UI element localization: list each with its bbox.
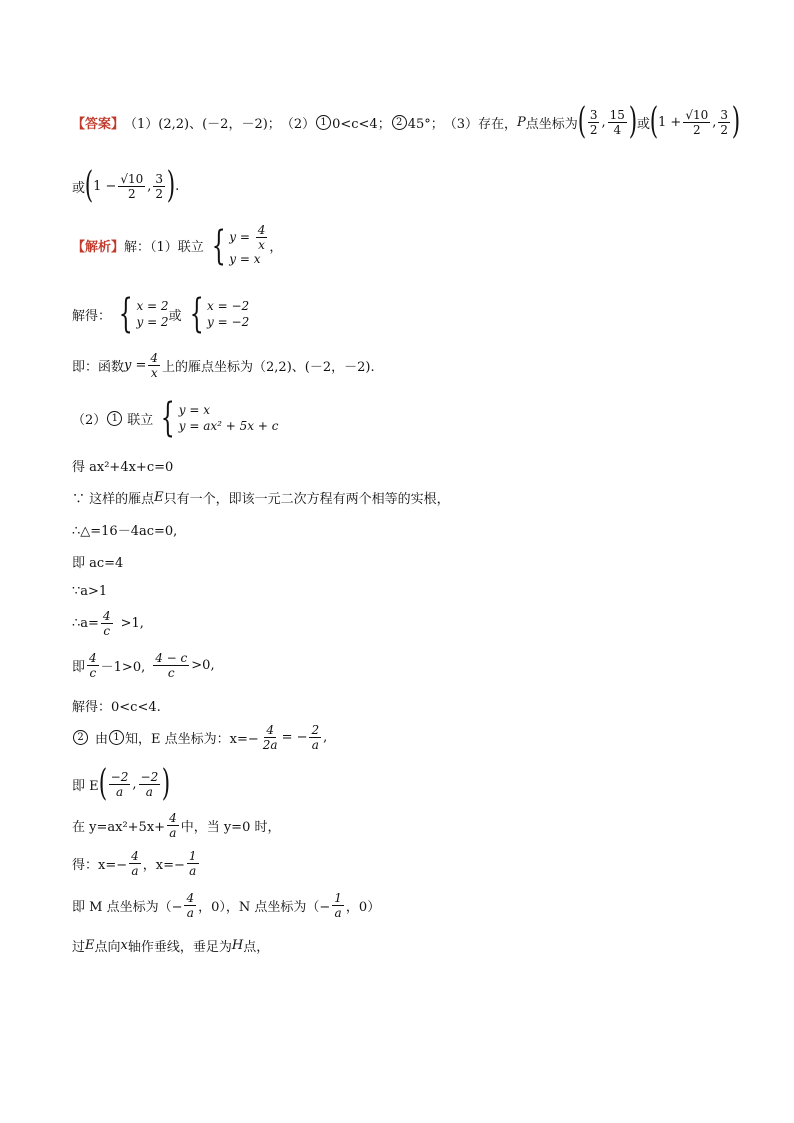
text: 点， <box>243 940 270 955</box>
text: y = <box>124 358 147 373</box>
text: 解得：0<c<4. <box>72 700 161 715</box>
fraction: $\frac{3}{2}$ <box>155 171 164 201</box>
paren-open: ( <box>98 763 107 804</box>
text: ∴△=16－4ac=0, <box>72 524 178 539</box>
text: 解：（1）联立 <box>124 240 204 256</box>
text: H <box>231 938 244 953</box>
text: >1, <box>120 616 144 631</box>
text: 即 E <box>72 778 99 794</box>
text: ，0），N 点坐标为（− <box>198 900 331 915</box>
text: （2） <box>72 412 107 428</box>
text: 即：函数 <box>72 360 125 375</box>
paren-close: ) <box>166 165 176 206</box>
analysis-line-4 <box>72 395 279 441</box>
text: 联立 <box>127 412 154 428</box>
answer-line-2: 或 ( 1 − $\frac{√10}{2}$ , $\frac{3}{2}$ ) . <box>72 165 180 206</box>
fraction: $\frac{4 - c}{c}$ <box>155 651 188 680</box>
text: 由 <box>95 732 109 747</box>
point-p: P <box>517 114 526 130</box>
fraction: $\frac{√10}{2}$ <box>120 171 144 201</box>
or-text: 或 <box>72 180 86 196</box>
text: ， <box>269 240 283 256</box>
analysis-line-12 <box>72 696 161 715</box>
text: 即 <box>72 660 86 675</box>
text: 解得： <box>72 308 112 324</box>
text: ∵ 这样的雁点 <box>72 492 155 507</box>
fraction: $\frac{-2}{a}$ <box>140 769 159 799</box>
paren-open: ( <box>84 165 94 206</box>
text: x <box>120 938 128 953</box>
analysis-line-2 <box>72 291 250 337</box>
text: E <box>154 490 164 505</box>
fraction: $\frac{4}{a}$ <box>131 849 139 878</box>
analysis-line-17 <box>72 892 380 919</box>
text: 点向 <box>94 940 121 955</box>
equation-system: { x = 2 y = 2 <box>118 291 169 337</box>
paren-open: ( <box>577 101 587 142</box>
analysis-tag: 【解析】 <box>72 240 125 256</box>
analysis-line-10 <box>72 610 144 637</box>
fraction: $\frac{2}{a}$ <box>311 723 320 752</box>
circled-1: 1 <box>107 411 122 426</box>
text: , <box>323 730 328 745</box>
fraction: $\frac{4}{c}$ <box>102 609 111 638</box>
paren-open: ( <box>649 101 659 142</box>
text: 上的雁点坐标为（2,2)、(－2，－2). <box>162 360 375 375</box>
analysis-line-6 <box>72 488 450 507</box>
text: 知，E 点坐标为：x=− <box>125 732 259 747</box>
paren-close: ) <box>628 101 638 142</box>
fraction: $\frac{3}{2}$ <box>589 107 598 137</box>
fraction: $\frac{-2}{a}$ <box>110 769 129 799</box>
fraction: $\frac{4}{2a}$ <box>262 723 278 752</box>
text: ∵a>1 <box>72 584 108 599</box>
one-plus: 1 + <box>658 114 682 130</box>
fraction: $\frac{3}{2}$ <box>720 107 729 137</box>
text: 过 <box>72 940 86 955</box>
text: 或 <box>168 308 182 324</box>
paren-close: ) <box>731 101 741 142</box>
analysis-line-14: 即 E ( $\frac{-2}{a}$ , $\frac{-2}{a}$ ) <box>72 763 171 804</box>
fraction: $\frac{4}{a}$ <box>169 811 177 840</box>
text: 在 y=ax²+5x+ <box>72 820 166 835</box>
text: 中，当 y=0 时， <box>180 820 281 835</box>
circled-1: 1 <box>109 730 124 745</box>
analysis-line-13 <box>72 724 327 751</box>
text: ，0） <box>345 900 381 915</box>
text: 得：x=− <box>72 858 128 873</box>
text: 轴作垂线，垂足为 <box>127 940 232 955</box>
analysis-line-9 <box>72 584 107 599</box>
fraction: $\frac{1}{a}$ <box>188 849 197 878</box>
text: 即 ac=4 <box>72 556 124 571</box>
analysis-line-8 <box>72 552 123 571</box>
text: 得 ax²+4x+c=0 <box>72 460 174 475</box>
analysis-line-7 <box>72 520 177 539</box>
fraction: $\frac{4}{x}$ <box>150 351 159 380</box>
answer-points: (2,2)、(－2，－2)； <box>158 116 281 132</box>
text: ∴a= <box>72 616 99 631</box>
fraction: $\frac{15}{4}$ <box>609 107 625 137</box>
answer-tag: 【答案】 <box>72 116 125 132</box>
analysis-line-5 <box>72 456 173 475</box>
part-2-label: （2） <box>280 116 316 132</box>
equation-system: { x = −2 y = −2 <box>189 291 250 337</box>
part-3-label: （3）存在， <box>443 116 518 132</box>
paren-close: ) <box>162 763 171 804</box>
text: －1>0, <box>100 660 146 675</box>
text: >0, <box>191 658 215 673</box>
text: ，x=− <box>142 858 185 873</box>
equation-system: { y = $\frac{4}{x}$ y = x <box>211 222 266 269</box>
circled-2: 2 <box>73 730 88 745</box>
fraction: $\frac{4}{c}$ <box>89 651 97 680</box>
answer-c-range: 0<c<4； <box>332 116 391 132</box>
analysis-line-1 <box>72 224 282 267</box>
text: 即 M 点坐标为（− <box>72 900 183 915</box>
period: . <box>175 178 180 194</box>
analysis-line-18 <box>72 936 269 955</box>
coord-text: 点坐标为 <box>525 116 578 132</box>
analysis-line-3 <box>72 352 375 379</box>
analysis-line-16 <box>72 850 201 877</box>
analysis-line-11 <box>72 652 215 679</box>
fraction: $\frac{√10}{2}$ <box>685 107 709 137</box>
analysis-line-15 <box>72 812 280 839</box>
one-minus: 1 − <box>93 178 117 194</box>
answer-angle: 45°； <box>407 116 444 132</box>
text: E <box>85 938 95 953</box>
text: 只有一个，即该一元二次方程有两个相等的实根， <box>163 492 450 507</box>
fraction: $\frac{4}{a}$ <box>186 891 195 920</box>
text: = − <box>281 730 308 745</box>
circled-1: 1 <box>316 115 331 130</box>
part-1-label: （1） <box>124 116 159 132</box>
fraction: $\frac{1}{a}$ <box>334 891 342 920</box>
or-text: 或 <box>636 116 650 132</box>
equation-system: { y = x y = ax² + 5x + c <box>161 395 279 441</box>
circled-2: 2 <box>392 115 407 130</box>
answer-line: 【答案】 （1） (2,2)、(－2，－2)； （2） 1 0<c<4； 2 45°； （3）存在， P 点坐标为 ( $\frac{3}{2}$ , $\frac{15}{4}$ ) 或 ( 1 + $\frac{√10}{2}$ , $\frac{3}{2}$ ) <box>72 101 741 142</box>
